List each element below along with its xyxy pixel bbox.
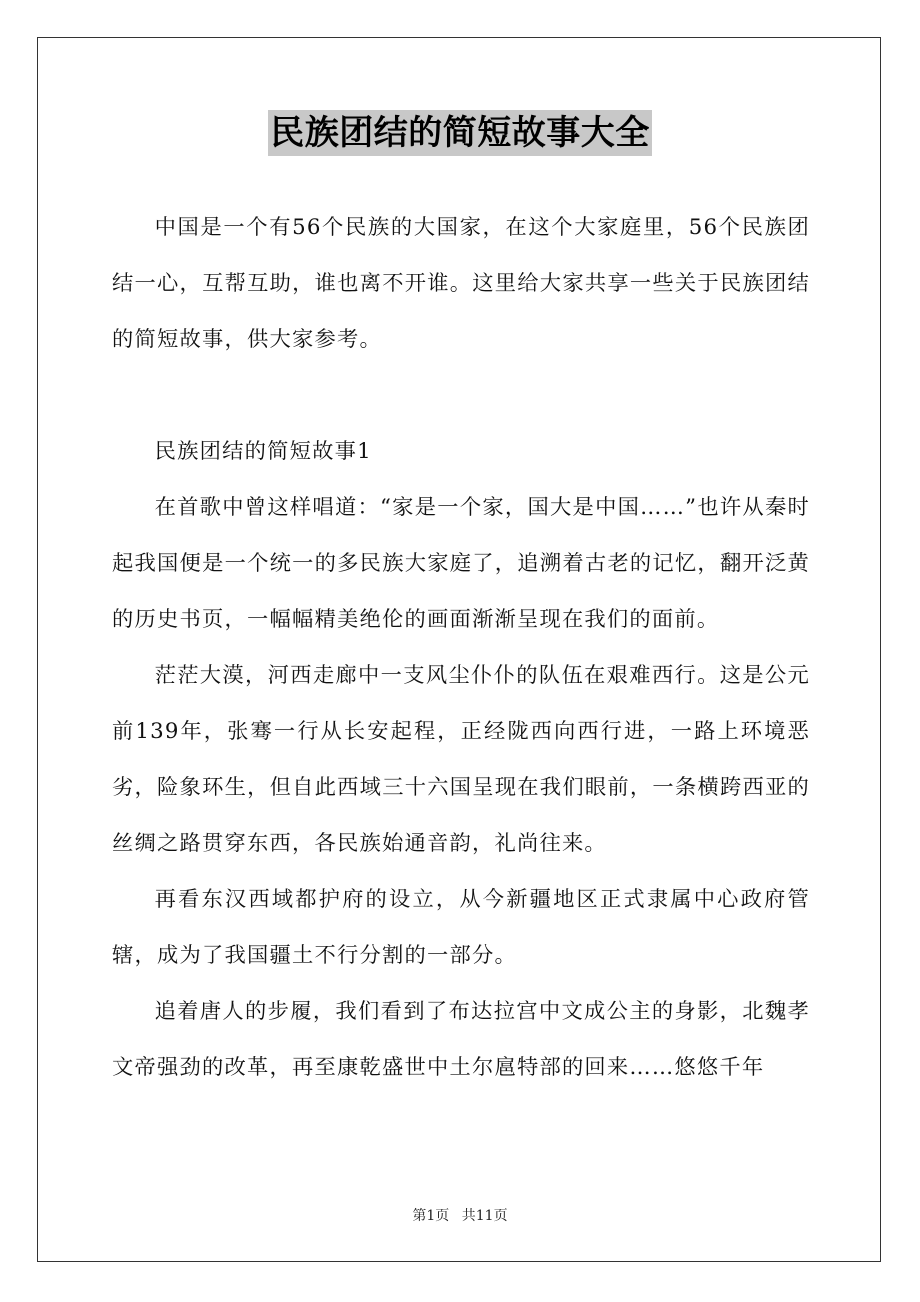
story-paragraph: 追着唐人的步履，我们看到了布达拉宫中文成公主的身影，北魏孝文帝强劲的改革，再至康乾盛世中土尔扈特部的回来……悠悠千年 xyxy=(112,999,810,1080)
document-title: 民族团结的简短故事大全 xyxy=(268,110,652,156)
spacer xyxy=(112,368,810,424)
page-total: 共11页 xyxy=(461,1208,508,1224)
intro-paragraph: 中国是一个有56个民族的大国家，在这个大家庭里，56个民族团结一心，互帮互助，谁也离不开谁。这里给大家共享一些关于民族团结的简短故事，供大家参考。 xyxy=(112,215,810,352)
page-number: 第1页 xyxy=(412,1208,450,1224)
title-container xyxy=(0,110,920,156)
story-paragraph: 在首歌中曾这样唱道：“家是一个家，国大是中国……”也许从秦时起我国便是一个统一的多民族大家庭了，追溯着古老的记忆，翻开泛黄的历史书页，一幅幅精美绝伦的画面渐渐呈现在我们的面前。 xyxy=(112,495,810,632)
page-footer xyxy=(0,1205,920,1225)
document-body xyxy=(112,200,810,1096)
section-heading: 民族团结的简短故事1 xyxy=(154,439,372,464)
story-paragraph: 茫茫大漠，河西走廊中一支风尘仆仆的队伍在艰难西行。这是公元前139年，张骞一行从长安起程，正经陇西向西行进，一路上环境恶劣，险象环生，但自此西域三十六国呈现在我们眼前，一条横跨西亚的丝绸之路贯穿东西，各民族始通音韵，礼尚往来。 xyxy=(112,663,810,856)
story-paragraph: 再看东汉西域都护府的设立，从今新疆地区正式隶属中心政府管辖，成为了我国疆土不行分割的一部分。 xyxy=(112,887,810,968)
